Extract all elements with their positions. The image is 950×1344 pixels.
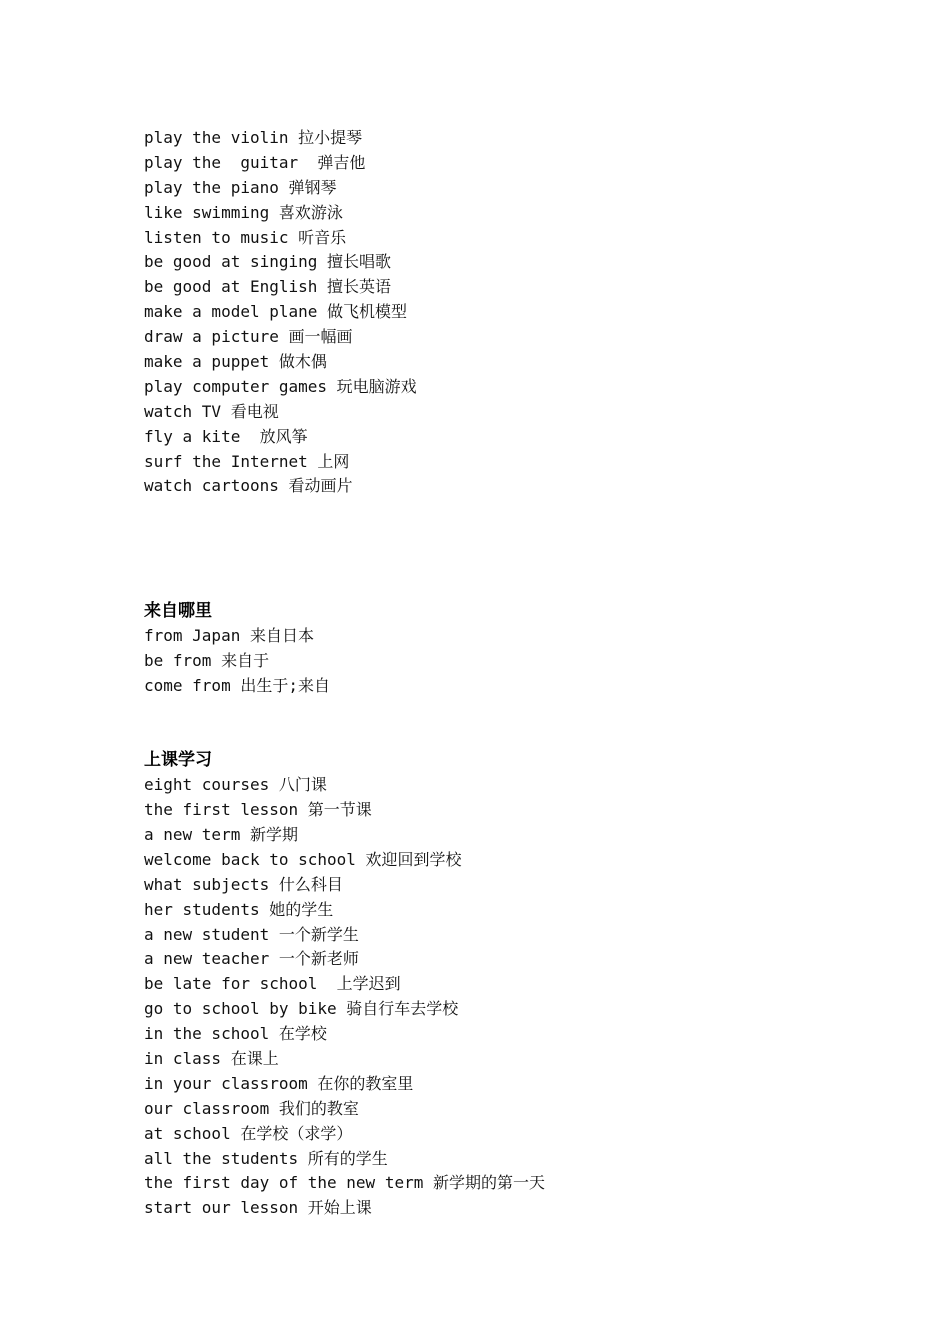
- list-item: make a model plane 做飞机模型: [144, 302, 408, 322]
- list-item: like swimming 喜欢游泳: [144, 202, 343, 222]
- list-item: the first lesson 第一节课: [144, 800, 372, 820]
- section-hobbies: [144, 126, 904, 499]
- list-item: be late for school 上学迟到: [144, 974, 401, 994]
- list-item: in class 在课上: [144, 1049, 279, 1068]
- list-item: in the school 在学校: [144, 1024, 327, 1044]
- list-item: in your classroom 在你的教室里: [144, 1073, 414, 1093]
- list-item: from Japan 来自日本: [144, 625, 314, 645]
- list-item: watch cartoons 看动画片: [144, 476, 353, 496]
- list-item: be from 来自于: [144, 650, 270, 670]
- list-item: start our lesson 开始上课: [144, 1198, 372, 1218]
- spacer: [144, 499, 904, 599]
- section-class: [144, 748, 904, 1221]
- list-item: play computer games 玩电脑游戏: [144, 376, 417, 396]
- list-item: surf the Internet 上网: [144, 451, 350, 471]
- list-item: play the piano 弹钢琴: [144, 177, 337, 197]
- list-item: play the violin 拉小提琴: [144, 128, 363, 147]
- list-item: at school 在学校（求学）: [144, 1123, 353, 1143]
- list-item: a new teacher 一个新老师: [144, 949, 359, 969]
- list-item: the first day of the new term 新学期的第一天: [144, 1173, 545, 1193]
- list-item: be good at singing 擅长唱歌: [144, 252, 392, 272]
- list-item: play the guitar 弹吉他: [144, 152, 366, 172]
- list-item: make a puppet 做木偶: [144, 352, 327, 372]
- list-item: go to school by bike 骑自行车去学校: [144, 999, 459, 1019]
- list-item: all the students 所有的学生: [144, 1148, 388, 1168]
- list-item: come from 出生于;来自: [144, 675, 330, 695]
- list-item: be good at English 擅长英语: [144, 277, 392, 297]
- list-item: what subjects 什么科目: [144, 874, 343, 894]
- list-item: a new term 新学期: [144, 824, 298, 844]
- list-item: fly a kite 放风筝: [144, 426, 308, 446]
- list-item: her students 她的学生: [144, 899, 334, 919]
- list-item: a new student 一个新学生: [144, 924, 359, 944]
- section-origin: [144, 599, 904, 699]
- list-item: draw a picture 画一幅画: [144, 327, 353, 347]
- list-item: watch TV 看电视: [144, 401, 279, 421]
- list-item: our classroom 我们的教室: [144, 1098, 359, 1118]
- section-heading: 来自哪里: [144, 600, 212, 621]
- section-heading: 上课学习: [144, 750, 212, 771]
- vocabulary-list: [144, 126, 904, 1221]
- list-item: listen to music 听音乐: [144, 227, 347, 247]
- list-item: eight courses 八门课: [144, 775, 327, 795]
- spacer: [144, 699, 904, 749]
- list-item: welcome back to school 欢迎回到学校: [144, 849, 462, 869]
